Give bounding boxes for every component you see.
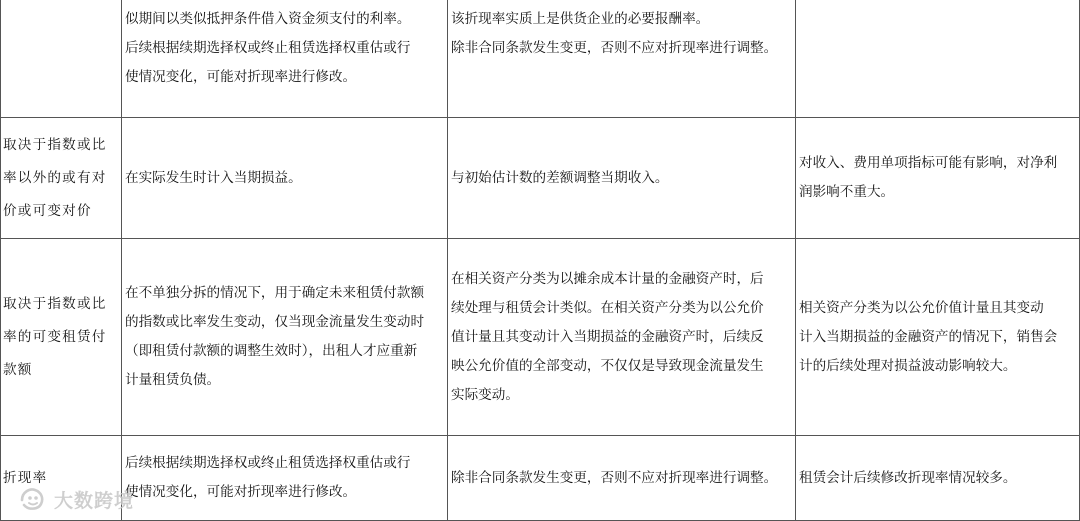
cell-text-line: 计量租赁负债。 xyxy=(125,372,221,388)
cell-text-line: 折现率 xyxy=(3,469,48,486)
cell-text-line: 率的可变租赁付 xyxy=(3,328,107,345)
watermark xyxy=(18,484,134,514)
treatment-cell-col2 xyxy=(122,436,448,521)
cell-text-line: 除非合同条款发生变更，否则不应对折现率进行调整。 xyxy=(451,469,778,486)
cell-text-line: 后续根据续期选择权或终止租赁选择权重估或行 xyxy=(125,455,411,471)
cell-text-line: 在实际发生时计入当期损益。 xyxy=(125,169,302,186)
treatment-cell-col2 xyxy=(122,239,448,436)
cell-text-line: 使情况变化，可能对折现率进行修改。 xyxy=(125,69,357,85)
cell-text-line: 该折现率实质上是供货企业的必要报酬率。 xyxy=(451,11,710,27)
treatment-cell-col2 xyxy=(122,0,448,118)
table-row xyxy=(1,118,1080,239)
treatment-cell-col2 xyxy=(122,118,448,239)
cell-text-line: 取决于指数或比 xyxy=(3,136,107,153)
treatment-cell-col3 xyxy=(448,436,796,521)
table-row xyxy=(1,0,1080,118)
table-row xyxy=(1,436,1080,521)
cell-text-line: 实际变动。 xyxy=(451,386,519,403)
cell-text-line: 相关资产分类为以公允价值计量且其变动 xyxy=(799,299,1044,316)
cell-text-line: 后续根据续期选择权或终止租赁选择权重估或行 xyxy=(125,40,411,56)
cell-text-line: 映公允价值的全部变动，不仅仅是导致现金流量发生 xyxy=(451,357,764,374)
cell-text-line: 价或可变对价 xyxy=(3,202,92,219)
cell-text-line: 取决于指数或比 xyxy=(3,295,107,312)
cell-text-line: 率以外的或有对 xyxy=(3,169,107,186)
cell-text-line: 润影响不重大。 xyxy=(799,184,895,200)
cell-text-line: 租赁会计后续修改折现率情况较多。 xyxy=(799,469,1017,486)
impact-cell xyxy=(796,239,1080,436)
smiley-logo-icon xyxy=(18,486,48,512)
impact-cell xyxy=(796,436,1080,521)
watermark-text: 大数跨境 xyxy=(54,489,135,512)
treatment-cell-col3 xyxy=(448,0,796,118)
condition-cell xyxy=(1,118,122,239)
condition-cell xyxy=(1,0,122,118)
cell-text-line: 与初始估计数的差额调整当期收入。 xyxy=(451,169,669,186)
condition-cell xyxy=(1,239,122,436)
cell-text-line: 对收入、费用单项指标可能有影响，对净利 xyxy=(799,155,1058,171)
treatment-cell-col3 xyxy=(448,118,796,239)
cell-text-line: 除非合同条款发生变更，否则不应对折现率进行调整。 xyxy=(451,40,778,56)
cell-text-line: 计入当期损益的金融资产的情况下，销售会 xyxy=(799,328,1058,345)
cell-text-line: 似期间以类似抵押条件借入资金须支付的利率。 xyxy=(125,11,411,27)
cell-text-line: （即租赁付款额的调整生效时），出租人才应重新 xyxy=(125,343,418,359)
cell-text-line: 使情况变化，可能对折现率进行修改。 xyxy=(125,484,357,500)
treatment-cell-col3 xyxy=(448,239,796,436)
impact-cell xyxy=(796,0,1080,118)
impact-cell xyxy=(796,118,1080,239)
cell-text-line: 在不单独分拆的情况下，用于确定未来租赁付款额 xyxy=(125,285,425,301)
table-row xyxy=(1,239,1080,436)
cell-text-line: 款额 xyxy=(3,361,33,378)
cell-text-line: 续处理与租赁会计类似。在相关资产分类为以公允价 xyxy=(451,299,764,316)
cell-text-line: 在相关资产分类为以摊余成本计量的金融资产时，后 xyxy=(451,270,764,287)
cell-text-line: 值计量且其变动计入当期损益的金融资产时，后续反 xyxy=(451,328,764,345)
cell-text-line: 计的后续处理对损益波动影响较大。 xyxy=(799,357,1017,374)
cell-text-line: 的指数或比率发生变动，仅当现金流量发生变动时 xyxy=(125,314,425,330)
